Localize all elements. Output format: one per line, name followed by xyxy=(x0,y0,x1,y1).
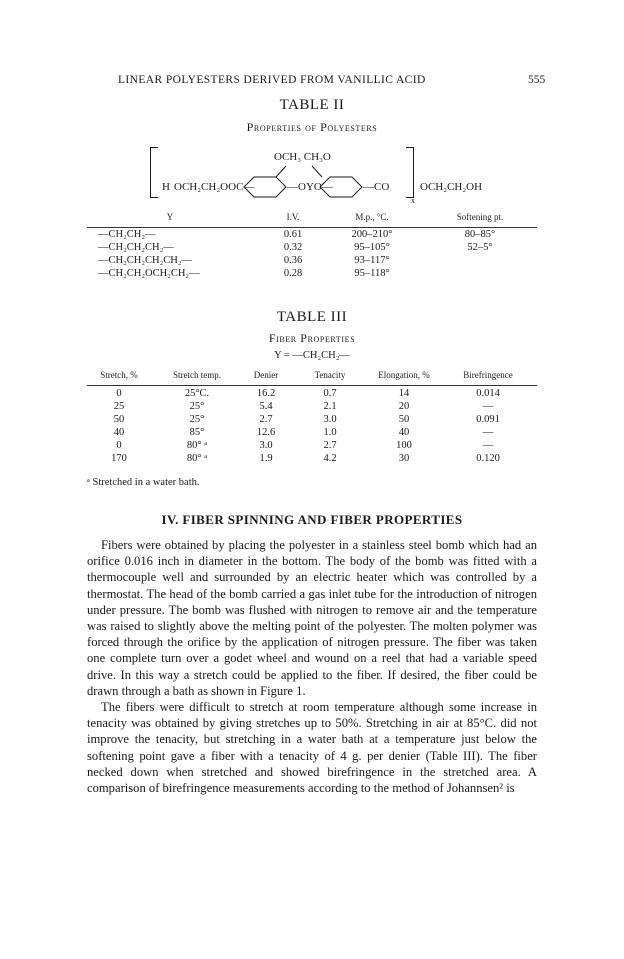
table3-header-birefringence: Birefringence xyxy=(463,370,513,380)
table2-cell-iv: 0.61 xyxy=(283,229,303,240)
table3-cell-elongation: 20 xyxy=(398,401,410,412)
formula-subscript-x: x xyxy=(411,196,415,205)
table2-cell-y: —CH₂CH₂CH₂— xyxy=(98,242,174,253)
table3-cell-stretch-temp: 85° xyxy=(189,427,205,438)
table2-header-mp: M.p., °C. xyxy=(355,212,389,222)
table3-cell-stretch: 50 xyxy=(113,414,125,425)
table3-cell-denier: 5.4 xyxy=(259,401,273,412)
table2-cell-softening: 52–5° xyxy=(467,242,493,253)
table2-cell-mp: 95–118° xyxy=(354,268,390,279)
table2-cell-iv: 0.36 xyxy=(283,255,303,266)
table3-title: TABLE III xyxy=(276,309,348,325)
table3-cell-tenacity: 1.0 xyxy=(323,427,337,438)
section-heading: IV. FIBER SPINNING AND FIBER PROPERTIES xyxy=(161,512,463,527)
paragraph: Fibers were obtained by placing the polyester in a stainless steel bomb which had an orifice 0.016 inch in diameter in the bottom. The body of the bomb was fitted with a thermocouple well and surrounded by an electric heater which was controlled by a thermostat. The head of the bomb carried a gas inlet tube for the introduction of nitrogen under pressure. The bomb was flushed with nitrogen to remove air and the temperature was raised to slightly above the melting point of the polyester. The molten polymer was forced through the orifice by the application of nitrogen pressure. The fiber was taken one complete turn over a godet wheel and wound on a reel that had a variable speed drive. In this way a stretch could be applied to the fiber. If desired, the fiber could be drawn through a bath as shown in Figure 1. xyxy=(87,538,537,698)
table2-cell-iv: 0.32 xyxy=(283,242,303,253)
methoxy-bond-left xyxy=(276,166,286,177)
table2-cell-softening: 80–85° xyxy=(464,229,496,240)
left-bracket xyxy=(150,147,158,198)
formula-left-group: OCH₂CH₂OOC— xyxy=(174,181,255,193)
table3-header-stretch-temp: Stretch temp. xyxy=(173,370,221,380)
table3-cell-stretch-temp: 80° ᵃ xyxy=(186,453,208,464)
table2-cell-iv: 0.28 xyxy=(283,268,303,279)
table3-cell-elongation: 100 xyxy=(396,440,412,451)
table3-cell-elongation: 40 xyxy=(398,427,410,438)
formula-h: H xyxy=(162,181,170,193)
table3-cell-stretch: 0 xyxy=(116,388,122,399)
table3-cell-stretch: 25 xyxy=(113,401,125,412)
table3-cell-denier: 3.0 xyxy=(259,440,273,451)
table3-cell-tenacity: 4.2 xyxy=(323,453,337,464)
table2-caption: Properties of Polyesters xyxy=(246,120,378,134)
table3-cell-birefringence: — xyxy=(482,427,494,438)
table3-header-rule xyxy=(87,385,537,386)
running-head: LINEAR POLYESTERS DERIVED FROM VANILLIC ACID xyxy=(118,74,426,86)
table3-caption: Fiber Properties xyxy=(268,331,356,345)
table3-cell-stretch-temp: 25° xyxy=(189,401,205,412)
table2-header-rule xyxy=(87,227,537,228)
table3-cell-denier: 16.2 xyxy=(256,388,276,399)
body-text xyxy=(87,537,537,796)
formula-right-co: —CO xyxy=(363,181,390,193)
table3-cell-tenacity: 2.1 xyxy=(323,401,337,412)
table3-subtitle: Y = —CH₂CH₂— xyxy=(274,350,350,361)
paragraph: The fibers were difficult to stretch at room temperature although some increase in tenacity was obtained by giving stretches up to 50%. Stretching in air at 85°C. did not improve the tenacity, but stretching in a water bath at a temperature just below the softening point gave a fiber with a tenacity of 4 g. per denier (Table III). The fiber necked down when stretched and showed birefringence in the stretched area. A comparison of birefringence measurements according to the method of Johannsen² is xyxy=(87,700,537,796)
table3-cell-elongation: 50 xyxy=(398,414,410,425)
methoxy-substituents: OCH₃ CH₃O xyxy=(274,151,331,163)
table3-cell-stretch: 170 xyxy=(111,453,127,464)
table3-cell-birefringence: — xyxy=(482,440,494,451)
table3-cell-denier: 1.9 xyxy=(259,453,273,464)
table3-cell-stretch: 0 xyxy=(116,440,122,451)
table3-cell-denier: 2.7 xyxy=(259,414,273,425)
table2-header-y: Y xyxy=(166,212,174,222)
table3-cell-stretch: 40 xyxy=(113,427,125,438)
table3-header-denier: Denier xyxy=(253,370,279,380)
table2-title: TABLE II xyxy=(279,97,345,113)
table3-footnote: ᵃ Stretched in a water bath. xyxy=(87,477,200,488)
table3-cell-tenacity: 2.7 xyxy=(323,440,337,451)
table2-cell-y: —CH₂CH₂— xyxy=(98,229,156,240)
page-number: 555 xyxy=(528,74,546,86)
table3-cell-birefringence: 0.120 xyxy=(476,453,500,464)
table2-cell-mp: 95–105° xyxy=(354,242,390,253)
formula-end-group: OCH₂CH₂OH xyxy=(420,181,483,193)
table3-cell-tenacity: 0.7 xyxy=(323,388,337,399)
table3-header-tenacity: Tenacity xyxy=(314,370,346,380)
table2-cell-mp: 93–117° xyxy=(354,255,390,266)
table3-cell-stretch-temp: 25°C. xyxy=(184,388,210,399)
table2-cell-mp: 200–210° xyxy=(351,229,393,240)
table3-cell-elongation: 14 xyxy=(398,388,410,399)
table3-cell-elongation: 30 xyxy=(398,453,410,464)
table3-cell-birefringence: — xyxy=(482,401,494,412)
table3-cell-stretch-temp: 80° ᵃ xyxy=(186,440,208,451)
table2-cell-y: —CH₂CH₂CH₂CH₂— xyxy=(98,255,192,266)
table3-cell-denier: 12.6 xyxy=(256,427,276,438)
table3-cell-birefringence: 0.091 xyxy=(476,414,500,425)
methoxy-bond-right xyxy=(312,166,322,177)
table3-cell-birefringence: 0.014 xyxy=(476,388,500,399)
table3-header-elongation: Elongation, % xyxy=(378,370,430,380)
right-bracket xyxy=(406,147,414,198)
table2-header-iv: I.V. xyxy=(286,212,300,222)
table3-cell-stretch-temp: 25° xyxy=(189,414,205,425)
table3-header-stretch: Stretch, % xyxy=(100,370,138,380)
table3-cell-tenacity: 3.0 xyxy=(323,414,337,425)
table2-cell-y: —CH₂CH₂OCH₂CH₂— xyxy=(98,268,200,279)
formula-middle-group: —OYO— xyxy=(287,181,333,193)
table2-header-softening: Softening pt. xyxy=(456,212,504,222)
